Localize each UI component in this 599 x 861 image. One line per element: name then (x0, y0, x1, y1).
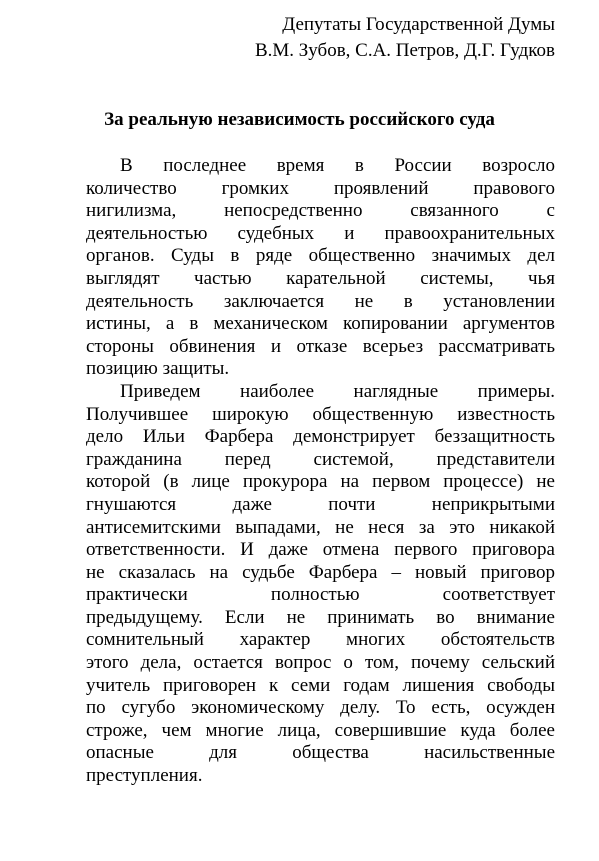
authors-names: В.М. Зубов, С.А. Петров, Д.Г. Гудков (254, 40, 555, 61)
document-body (86, 155, 555, 788)
text-line: истины, а в механическом копировании аргументов (86, 313, 555, 335)
text-line: преступления. (86, 765, 203, 787)
text-line: количество громких проявлений правового (86, 177, 555, 199)
text-line: стороны обвинения и отказе всерьез рассматривать (86, 335, 555, 357)
text-line: дело Ильи Фарбера демонстрирует беззащитность (86, 426, 555, 448)
text-line: строже, чем многие лица, совершившие куда более (86, 719, 555, 741)
text-line: органов. Суды в ряде общественно значимых дел (86, 245, 555, 267)
text-line: гнушаются даже почти неприкрытыми (86, 493, 555, 515)
text-line: нигилизма, непосредственно связанного с (86, 200, 555, 222)
document-title: За реальную независимость российского суда (104, 109, 495, 130)
text-line: Получившее широкую общественную известность (86, 403, 555, 425)
paragraph (86, 381, 555, 788)
text-line: не сказалась на судьбе Фарбера – новый приговор (86, 561, 555, 583)
text-line: предыдущему. Если не принимать во внимание (86, 606, 555, 628)
text-line: антисемитскими выпадами, не неся за это никакой (86, 516, 555, 538)
text-line: позицию защиты. (86, 358, 230, 380)
text-line: по сугубо экономическому делу. То есть, осужден (86, 697, 555, 719)
text-line: Приведем наиболее наглядные примеры. (120, 380, 555, 402)
authors-block (255, 12, 555, 64)
text-line: опасные для общества насильственные (86, 742, 555, 764)
text-line: учитель приговорен к семи годам лишения свободы (86, 674, 555, 696)
text-line: сомнительный характер многих обстоятельств (86, 629, 555, 651)
text-line: выглядят частью карательной системы, чья (86, 267, 555, 289)
text-line: ответственности. И даже отмена первого приговора (86, 539, 555, 561)
text-line: этого дела, остается вопрос о том, почему сельский (86, 652, 555, 674)
text-line: гражданина перед системой, представители (86, 448, 555, 470)
text-line: практически полностью соответствует (86, 584, 555, 606)
text-line: которой (в лице прокурора на первом процессе) не (86, 471, 555, 493)
text-line: деятельностью судебных и правоохранительных (86, 222, 555, 244)
text-line: деятельность заключается не в установлении (86, 290, 555, 312)
text-line: В последнее время в России возросло (120, 155, 555, 176)
paragraph (86, 155, 555, 381)
authors-position: Депутаты Государственной Думы (282, 14, 555, 35)
